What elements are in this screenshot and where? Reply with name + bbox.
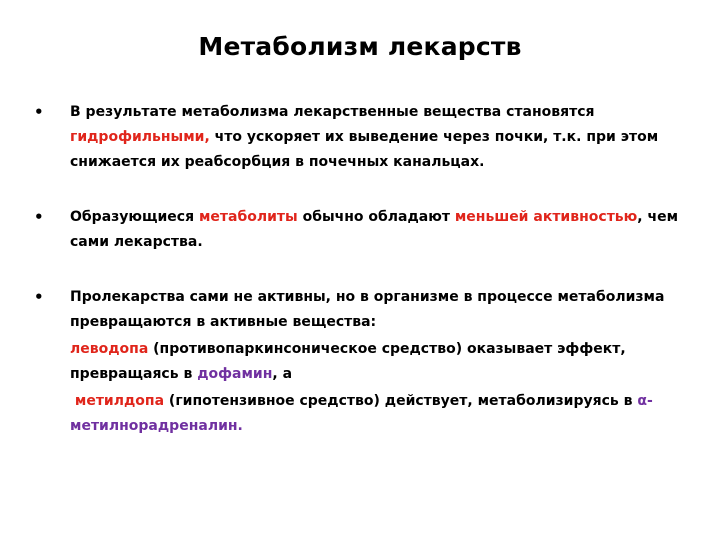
spacer [32, 255, 682, 285]
bullet-3-text: Пролекарства сами не активны, но в организме в процессе метаболизма превращаются в активные вещества: [70, 289, 665, 330]
bullet-2-text-3: , чем сами лекарства. [70, 209, 679, 250]
slide-title: Метаболизм лекарств [198, 32, 522, 61]
bullet-item-1 [32, 100, 682, 175]
bullet-1-highlight: гидрофильными, [70, 129, 210, 145]
bullet-marker: • [34, 103, 44, 121]
bullet-1-text-2: что ускоряет их выведение через почки, т.к. при этом снижается их реабсорбция в почечных канальцах. [70, 129, 659, 170]
sub-paragraph-methyldopa [32, 389, 682, 439]
bullet-marker: • [34, 208, 44, 226]
bullet-2-text-2: обычно обладают [297, 209, 455, 225]
levodopa-text-2: , а [272, 366, 293, 382]
bullet-2-highlight-1: метаболиты [198, 209, 298, 225]
drug-name-levodopa: леводопа [70, 341, 149, 357]
bullet-2-highlight-2: меньшей активностью [454, 209, 638, 225]
slide-content [32, 100, 682, 439]
drug-name-methyldopa: метилдопа [74, 393, 165, 409]
bullet-2-text-1: Образующиеся [70, 209, 199, 225]
bullet-item-2 [32, 205, 682, 255]
bullet-item-3 [32, 285, 682, 335]
bullet-1-text-1: В результате метаболизма лекарственные вещества становятся [70, 104, 595, 120]
sub-paragraph-levodopa [32, 337, 682, 387]
bullet-marker: • [34, 288, 44, 306]
metabolite-alpha-methylnoradrenaline: α-метилнорадреналин. [70, 393, 653, 434]
metabolite-dopamine: дофамин [197, 366, 273, 382]
methyldopa-text-1: (гипотензивное средство) действует, метаболизируясь в [164, 393, 638, 409]
spacer [32, 175, 682, 205]
levodopa-text-1: (противопаркинсоническое средство) оказывает эффект, превращаясь в [70, 341, 626, 382]
